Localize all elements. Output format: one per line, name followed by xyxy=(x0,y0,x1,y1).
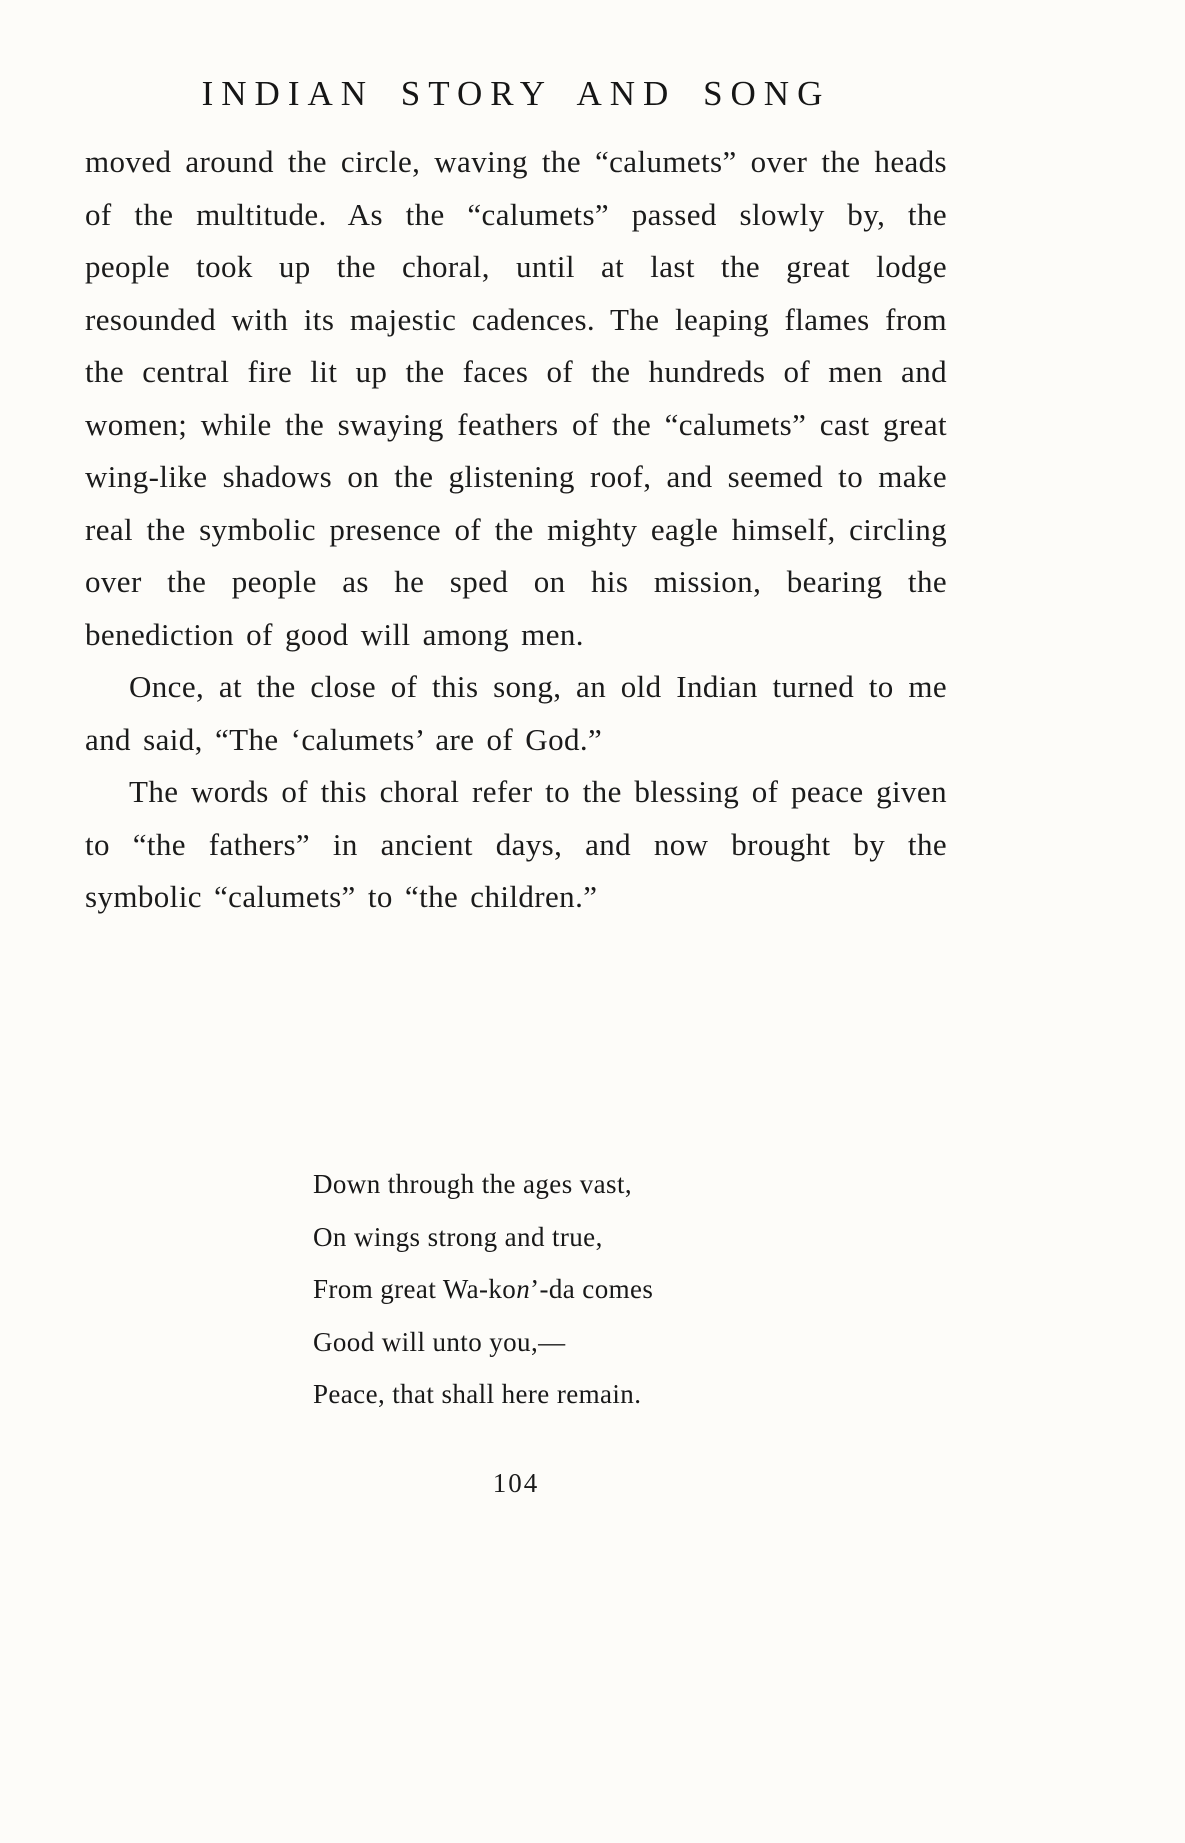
poem-text: ’-da comes xyxy=(530,1274,654,1304)
poem-line xyxy=(313,1211,653,1264)
poem-text: On wings strong and true, xyxy=(313,1221,603,1252)
poem-line xyxy=(313,1316,653,1369)
poem-line xyxy=(313,1158,653,1211)
poem-line xyxy=(313,1263,653,1316)
poem-text: Good will unto you,— xyxy=(313,1326,566,1357)
paragraph: Once, at the close of this song, an old Indian turned to me and said, “The ‘calumets’ are of God.” xyxy=(85,669,947,757)
poem-text-italic: n xyxy=(516,1274,531,1304)
paragraph: The words of this choral refer to the blessing of peace given to “the fathers” in ancient days, and now brought by the symbolic “calumets” to “the children.” xyxy=(85,774,947,914)
page-number: 104 xyxy=(492,1468,540,1498)
poem xyxy=(313,1158,653,1421)
poem-text: Down through the ages vast, xyxy=(313,1169,632,1199)
poem-text: From great Wa-ko xyxy=(313,1274,517,1304)
page-header: INDIAN STORY AND SONG xyxy=(201,74,831,113)
poem-line xyxy=(313,1368,653,1421)
body-text xyxy=(85,136,947,924)
paragraph: moved around the circle, waving the “calumets” over the heads of the multitude. As the “calumets” passed slowly by, the people took up the choral, until at last the great lodge resounded with its majestic cadences. The leaping flames from the central fire lit up the faces of the hundreds of men and women; while the swaying feathers of the “calumets” cast great wing-like shadows on the glistening roof, and seemed to make real the symbolic presence of the mighty eagle himself, circling over the people as he sped on his mission, bearing the benediction of good will among men. xyxy=(85,144,947,652)
poem-text: Peace, that shall here remain. xyxy=(313,1379,642,1409)
